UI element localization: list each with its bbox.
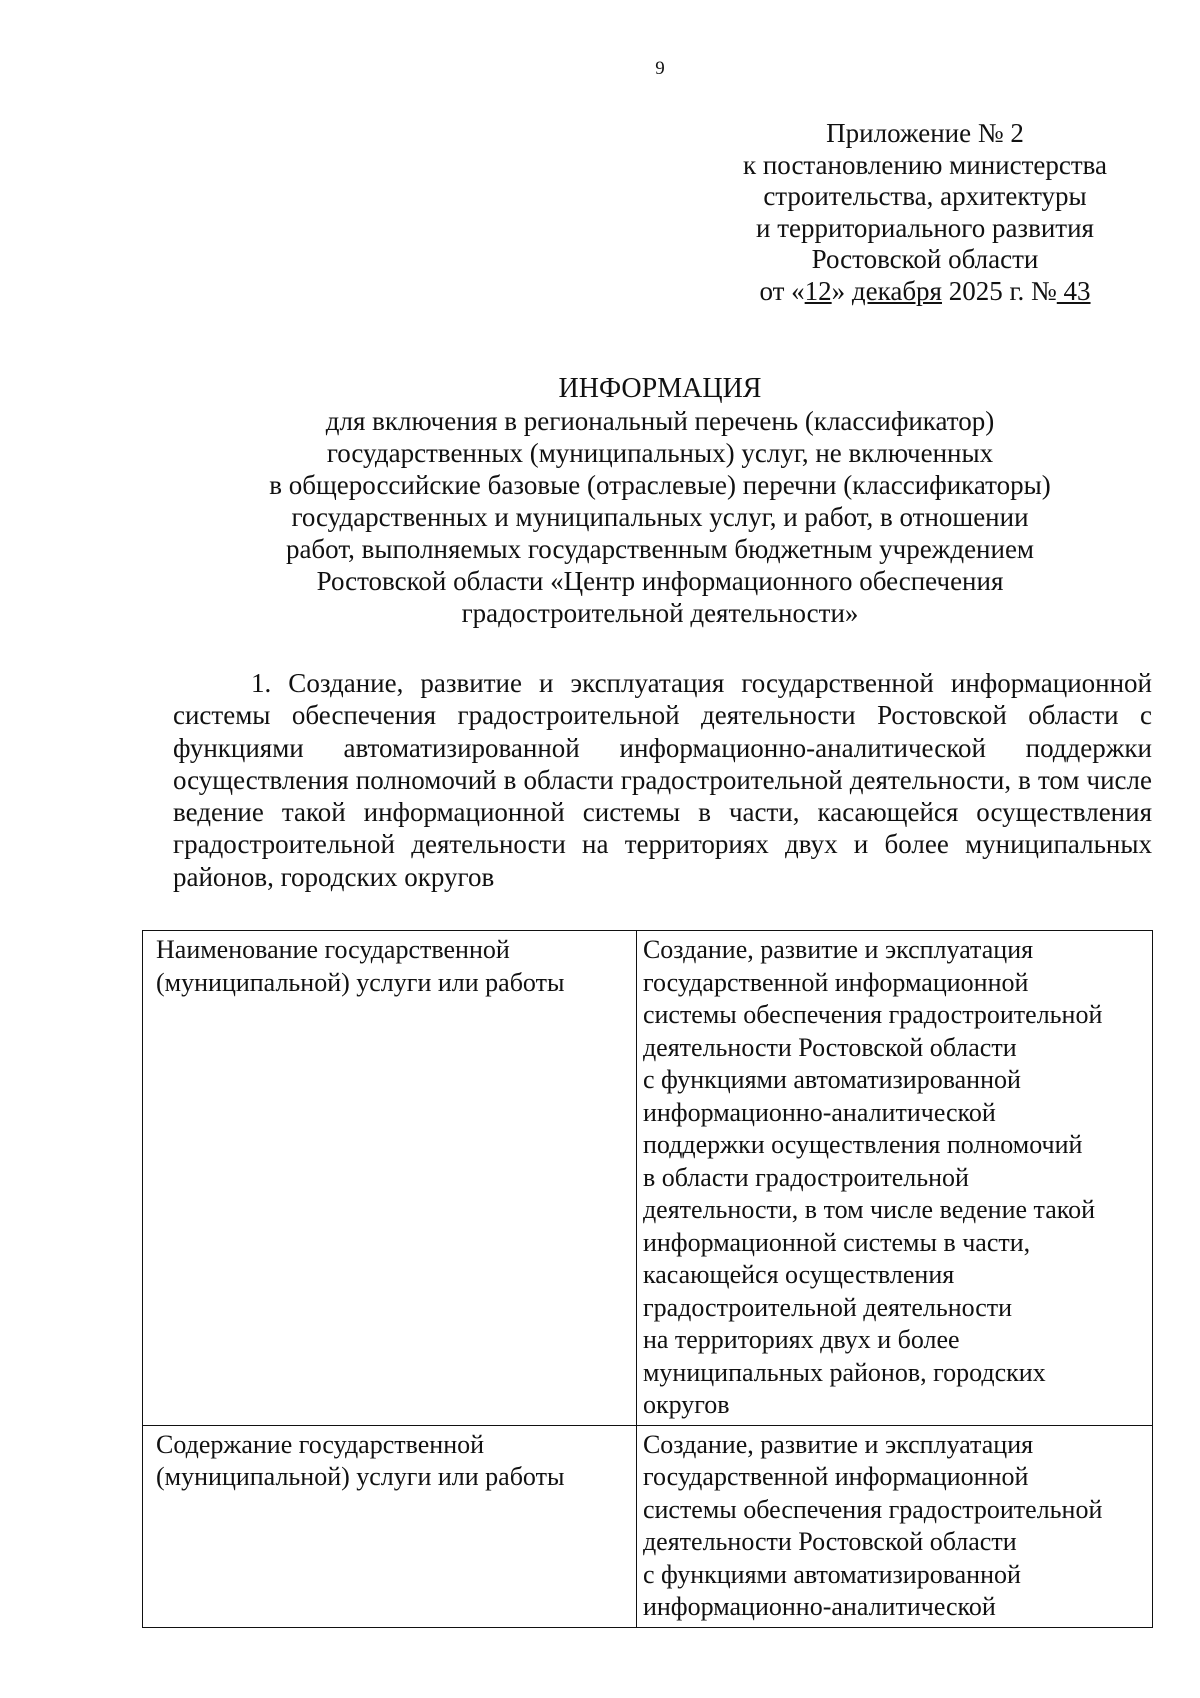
row-value-line: в области градостроительной <box>642 1162 969 1192</box>
date-mid: » <box>831 275 852 306</box>
appendix-line: к постановлению министерства <box>742 149 1108 180</box>
row-value-line: информационной системы в части, <box>642 1227 1031 1257</box>
row-value-line: на территориях двух и более <box>642 1325 960 1354</box>
title-line: Ростовской области «Центр информационного обеспечения <box>316 566 1004 596</box>
row-value-line: муниципальных районов, городских <box>642 1357 1046 1387</box>
document-number: 43 <box>1056 275 1091 306</box>
info-table <box>142 930 1153 1628</box>
row-value-line: с функциями автоматизированной <box>642 1559 1021 1589</box>
row-value-line: государственной информационной <box>642 967 1029 997</box>
row-value-line: деятельности Ростовской области <box>642 1032 1017 1062</box>
row-label-cell <box>143 931 637 1426</box>
title-line: для включения в региональный перечень (классификатор) <box>325 406 995 436</box>
table-row <box>143 1425 1153 1627</box>
title-heading: ИНФОРМАЦИЯ <box>558 373 762 404</box>
date-prefix: от « <box>759 275 805 306</box>
title-line: государственных (муниципальных) услуг, не включенных <box>326 438 994 468</box>
row-value-line: с функциями автоматизированной <box>642 1065 1021 1094</box>
appendix-line: Ростовской области <box>811 244 1039 274</box>
title-line: градостроительной деятельности» <box>461 598 859 628</box>
page-number: 9 <box>655 58 665 79</box>
row-label-line: Наименование государственной <box>156 935 510 964</box>
title-line: государственных и муниципальных услуг, и работ, в отношении <box>291 502 1029 532</box>
row-value-line: деятельности Ростовской области <box>642 1527 1017 1556</box>
row-label-line: (муниципальной) услуги или работы <box>156 967 565 997</box>
row-value-line: поддержки осуществления полномочий <box>642 1130 1083 1159</box>
row-value-line: государственной информационной <box>642 1462 1029 1491</box>
row-value-line: градостроительной деятельности <box>642 1292 1013 1322</box>
row-value-line: системы обеспечения градостроительной <box>642 1000 1103 1029</box>
row-label-line: Содержание государственной <box>156 1429 485 1459</box>
table-row <box>143 931 1153 1426</box>
row-value-cell <box>636 1425 1152 1627</box>
date-month: декабря <box>851 275 942 306</box>
row-value-line: деятельности, в том числе ведение такой <box>642 1195 1095 1224</box>
appendix-line: и территориального развития <box>756 212 1094 243</box>
date-day: 12 <box>804 275 832 306</box>
row-value-line: системы обеспечения градостроительной <box>642 1494 1103 1524</box>
row-value-line: информационно-аналитической <box>642 1097 996 1127</box>
appendix-line: строительства, архитектуры <box>763 181 1087 211</box>
row-value-line: касающейся осуществления <box>642 1260 955 1289</box>
row-label-line: (муниципальной) услуги или работы <box>156 1462 565 1491</box>
appendix-header <box>720 118 1130 307</box>
row-value-line: округов <box>642 1390 730 1419</box>
row-value-line: информационно-аналитической <box>642 1592 996 1621</box>
title-line: работ, выполняемых государственным бюджетным учреждением <box>285 534 1035 564</box>
info-table-body <box>143 931 1153 1628</box>
title-line: в общероссийские базовые (отраслевые) перечни (классификаторы) <box>269 470 1051 500</box>
row-value-cell <box>636 931 1152 1426</box>
row-value-line: Создание, развитие и эксплуатация <box>642 935 1034 964</box>
row-label-cell <box>143 1425 637 1627</box>
section-1-paragraph: 1. Создание, развитие и эксплуатация государственной информационной системы обеспечения градостроительной деятельности Ростовской области с функциями автоматизированной информационно-аналитической поддержки осуществления полномочий в области градостроительной деятельности, в том числе ведение такой информационной системы в части, касающейся осуществления градостроительной деятельности на территориях двух и более муниципальных районов, городских округов <box>173 668 1152 892</box>
row-value-line: Создание, развитие и эксплуатация <box>642 1429 1034 1459</box>
appendix-date-line <box>720 276 1130 308</box>
document-title <box>160 373 1160 629</box>
date-year: 2025 г. № <box>941 275 1057 306</box>
appendix-line: Приложение № 2 <box>826 118 1024 148</box>
